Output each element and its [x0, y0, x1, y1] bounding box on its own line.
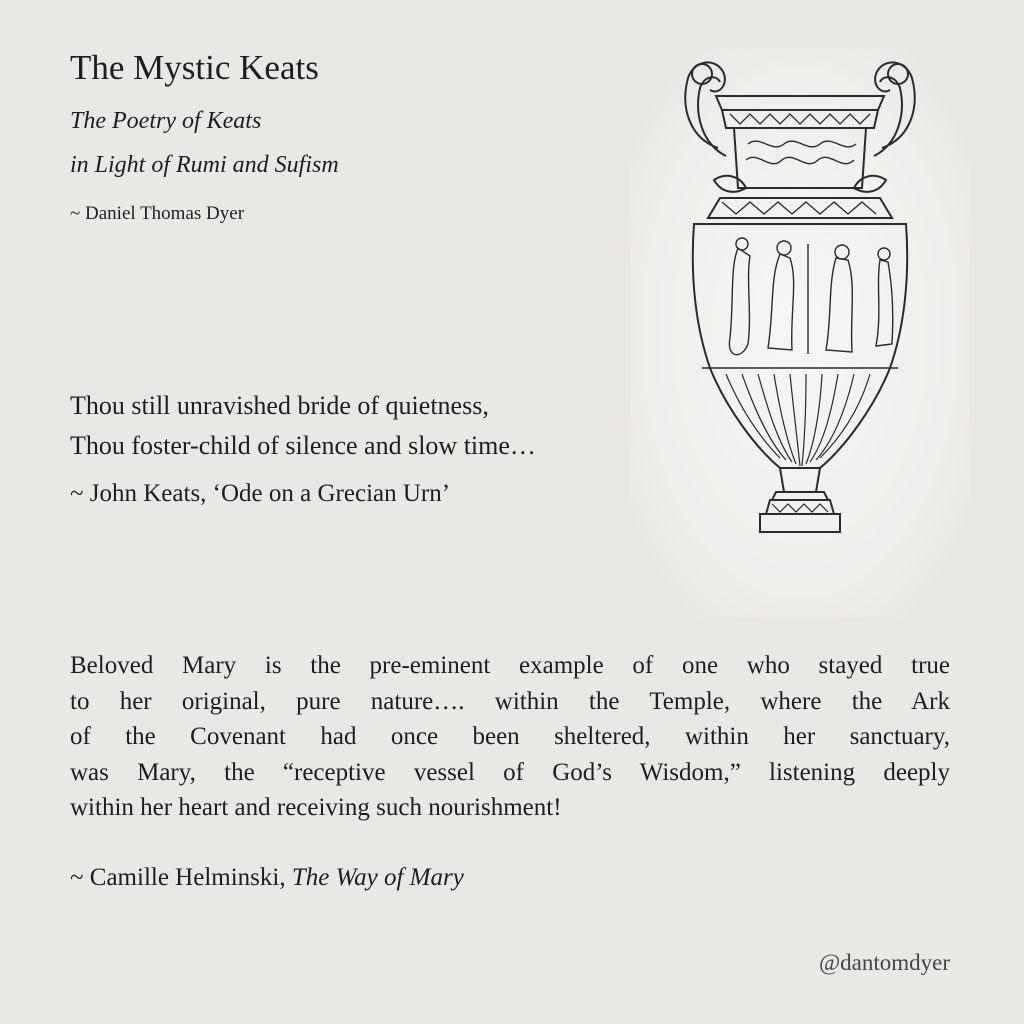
helminski-quote-line: within her heart and receiving such nourishment!	[70, 794, 562, 821]
book-title: The Mystic Keats	[70, 48, 319, 87]
book-subtitle-line1: The Poetry of Keats	[70, 108, 262, 134]
keats-quote-line2: Thou foster-child of silence and slow time…	[70, 431, 536, 460]
keats-quote	[70, 386, 536, 466]
book-subtitle-line2: in Light of Rumi and Sufism	[70, 152, 339, 178]
helminski-quote-line: Beloved Mary is the pre-eminent example of one who stayed true	[70, 652, 950, 679]
helminski-quote-line: was Mary, the “receptive vessel of God’s Wisdom,” listening deeply	[70, 758, 950, 786]
social-handle: @dantomdyer	[818, 950, 950, 975]
grecian-urn-illustration	[630, 48, 970, 618]
helminski-quote	[70, 648, 950, 826]
keats-quote-line1: Thou still unravished bride of quietness,	[70, 391, 489, 420]
helminski-citation-author: ~ Camille Helminski,	[70, 864, 292, 891]
book-author: ~ Daniel Thomas Dyer	[70, 203, 245, 224]
helminski-quote-line: to her original, pure nature…. within the Temple, where the Ark	[70, 687, 950, 715]
helminski-citation	[70, 864, 464, 892]
keats-citation: ~ John Keats, ‘Ode on a Grecian Urn’	[70, 480, 451, 507]
helminski-quote-line: of the Covenant had once been sheltered, within her sanctuary,	[70, 723, 950, 750]
helminski-citation-work: The Way of Mary	[291, 864, 464, 891]
